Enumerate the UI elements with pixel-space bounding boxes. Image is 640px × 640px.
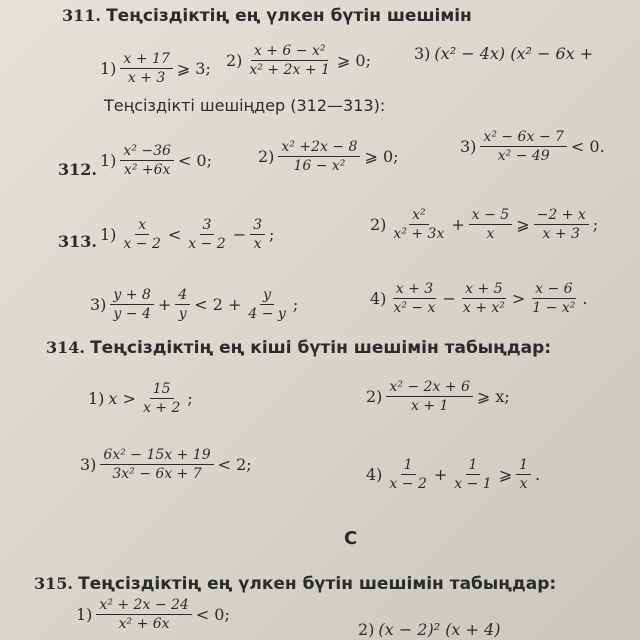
denominator: x + 3 xyxy=(127,70,166,86)
problem-313-item-2 xyxy=(370,206,598,243)
item-label: 3) xyxy=(460,137,477,156)
fraction-2 xyxy=(460,280,508,317)
problem-315-item-2 xyxy=(358,620,500,639)
item-label: 1) xyxy=(100,59,117,78)
problem-311-item-1 xyxy=(100,50,211,87)
item-label: 3) xyxy=(90,295,107,314)
numerator: x + 5 xyxy=(462,280,505,299)
fraction-1 xyxy=(110,286,153,323)
denominator: x² + 2x + 1 xyxy=(249,62,330,78)
item-label: 1) xyxy=(100,151,117,170)
item-label: 1) xyxy=(100,225,117,244)
item-label: 2) xyxy=(366,387,383,406)
numerator: x² − 6x − 7 xyxy=(480,128,566,147)
item-label: 4) xyxy=(370,289,387,308)
denominator: x + 2 xyxy=(142,400,181,416)
problem-311-header xyxy=(62,6,472,26)
item-label: 2) xyxy=(370,215,387,234)
denominator: x² +6x xyxy=(123,162,171,178)
problem-314-item-1 xyxy=(88,380,193,417)
denominator: x + x² xyxy=(462,300,505,316)
numerator: x − 5 xyxy=(469,206,512,225)
numerator: 1 xyxy=(466,456,481,475)
relation: ⩾ xyxy=(516,215,530,234)
item-label: 3) xyxy=(80,455,97,474)
relation: < 2; xyxy=(217,455,252,474)
denominator: x + 1 xyxy=(410,398,449,414)
terminator: ; xyxy=(292,295,299,314)
fraction-2 xyxy=(469,206,512,243)
numerator: 1 xyxy=(401,456,416,475)
problem-title: Теңсіздіктің ең үлкен бүтін шешімін табыңдар: xyxy=(78,574,557,594)
denominator: x² − 49 xyxy=(497,148,550,164)
problem-314-header xyxy=(46,338,551,358)
problem-312-item-1 xyxy=(100,142,212,179)
denominator: x² + 6x xyxy=(118,616,170,632)
denominator: 4 − y xyxy=(248,306,286,322)
numerator: x² xyxy=(409,206,429,225)
section-letter: C xyxy=(344,528,358,549)
numerator: x² −36 xyxy=(120,142,174,161)
terminator: ; xyxy=(187,389,193,408)
problem-title: Теңсіздіктің ең кіші бүтін шешімін табыңдар: xyxy=(90,338,552,358)
denominator: x − 2 xyxy=(188,236,226,252)
fraction-1 xyxy=(120,216,163,253)
item-label: 1) xyxy=(76,605,93,624)
denominator: x xyxy=(486,226,495,242)
solve-heading: Теңсіздікті шешіңдер (312—313): xyxy=(104,96,386,115)
item-label: 3) xyxy=(414,44,431,63)
problem-number: 315. xyxy=(34,574,73,593)
problem-312-number: 312. xyxy=(58,160,97,179)
denominator: x² − x xyxy=(393,300,436,316)
problem-number: 314. xyxy=(46,338,85,357)
fraction xyxy=(480,128,566,165)
fraction xyxy=(278,138,360,175)
numerator: x − 6 xyxy=(532,280,575,299)
relation: < xyxy=(167,225,182,244)
fraction-3 xyxy=(534,206,589,243)
denominator: x xyxy=(519,476,528,492)
problem-313-item-4 xyxy=(370,280,587,317)
problem-315-header xyxy=(34,574,556,594)
fraction xyxy=(120,142,174,179)
fraction-2 xyxy=(185,216,228,253)
denominator: x + 3 xyxy=(542,226,580,242)
numerator: 6x² − 15x + 19 xyxy=(100,446,213,465)
problem-314-item-2 xyxy=(366,378,510,415)
numerator: x + 3 xyxy=(393,280,436,299)
item-label: 2) xyxy=(358,620,375,639)
denominator: 16 − x² xyxy=(293,158,346,174)
numerator: (x − 2)² (x + 4) xyxy=(378,620,501,639)
fraction-2 xyxy=(175,286,190,323)
numerator: −2 + x xyxy=(534,206,589,225)
denominator: y xyxy=(178,306,187,322)
problem-314-item-4 xyxy=(366,456,540,493)
operator: + xyxy=(451,215,465,234)
denominator: 1 − x² xyxy=(532,300,576,316)
problem-311-item-2 xyxy=(226,42,371,79)
numerator: 15 xyxy=(150,380,174,399)
fraction-2 xyxy=(451,456,494,493)
operator: + xyxy=(433,465,448,484)
problem-312-item-3 xyxy=(460,128,605,165)
fraction-3 xyxy=(245,286,288,323)
relation: < 0; xyxy=(195,605,230,624)
operator: − xyxy=(232,225,247,244)
relation: ⩾ x; xyxy=(476,387,510,406)
fraction-1 xyxy=(390,206,447,243)
problem-number: 311. xyxy=(62,6,101,25)
numerator: x² +2x − 8 xyxy=(278,138,360,157)
numerator: x² + 2x − 24 xyxy=(96,596,191,615)
numerator: x + 6 − x² xyxy=(251,42,329,61)
fraction-3 xyxy=(516,456,531,493)
denominator: x − 2 xyxy=(389,476,427,492)
relation: ⩾ 0; xyxy=(336,51,371,70)
numerator: x + 17 xyxy=(120,50,172,69)
terminator: ; xyxy=(269,225,275,244)
problem-315-item-1 xyxy=(76,596,230,633)
numerator: 3 xyxy=(200,216,215,235)
terminator: . xyxy=(535,465,541,484)
numerator: y xyxy=(260,286,274,305)
denominator: x − 1 xyxy=(454,476,492,492)
item-label: 1) xyxy=(88,389,105,408)
terminator: ; xyxy=(592,215,599,234)
relation: < 2 + xyxy=(194,295,242,314)
fraction xyxy=(246,42,332,79)
fraction-3 xyxy=(529,280,578,317)
fraction xyxy=(386,378,472,415)
denominator: x² + 3x xyxy=(393,226,445,242)
problem-314-item-3 xyxy=(80,446,252,483)
lhs: x > xyxy=(108,389,136,408)
numerator: 3 xyxy=(250,216,265,235)
problem-313-item-3 xyxy=(90,286,298,323)
problem-313-number: 313. xyxy=(58,232,97,251)
operator: + xyxy=(157,295,172,314)
fraction xyxy=(96,596,191,633)
problem-313-item-1 xyxy=(100,216,274,253)
denominator: x − 2 xyxy=(123,236,161,252)
numerator: 1 xyxy=(516,456,531,475)
problem-311-item-3 xyxy=(414,44,593,63)
terminator: . xyxy=(582,289,588,308)
relation: ⩾ 0; xyxy=(364,147,399,166)
numerator: y + 8 xyxy=(110,286,153,305)
relation: < 0. xyxy=(570,137,605,156)
numerator: 4 xyxy=(175,286,190,305)
denominator: y − 4 xyxy=(113,306,151,322)
denominator: 3x² − 6x + 7 xyxy=(112,466,202,482)
operator: − xyxy=(442,289,456,308)
relation: > xyxy=(511,289,526,308)
problem-title: Теңсіздіктің ең үлкен бүтін шешімін xyxy=(106,6,472,26)
fraction xyxy=(120,50,172,87)
expression: (x² − 4x) (x² − 6x + xyxy=(434,44,594,63)
problem-312-item-2 xyxy=(258,138,399,175)
fraction-1 xyxy=(386,456,429,493)
denominator: x xyxy=(253,236,262,252)
item-label: 2) xyxy=(258,147,275,166)
fraction xyxy=(140,380,183,417)
relation: ⩾ 3; xyxy=(176,59,211,78)
fraction xyxy=(100,446,213,483)
item-label: 4) xyxy=(366,465,383,484)
numerator: x² − 2x + 6 xyxy=(386,378,472,397)
fraction-3 xyxy=(250,216,265,253)
relation: < 0; xyxy=(177,151,212,170)
numerator: x xyxy=(135,216,149,235)
relation: ⩾ xyxy=(498,465,513,484)
item-label: 2) xyxy=(226,51,243,70)
fraction-1 xyxy=(390,280,438,317)
